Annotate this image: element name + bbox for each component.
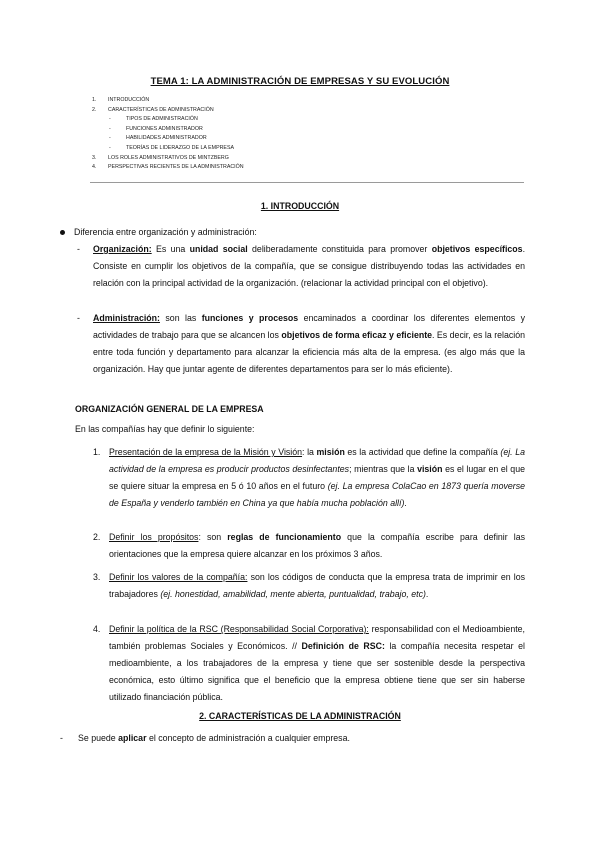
bold-text: objetivos de forma eficaz y eficiente (281, 330, 433, 340)
paragraph-aplicar (78, 730, 528, 747)
text: responsabilidad con el Medioambiente, también problemas Sociales y Económicos. // (109, 624, 525, 651)
toc-dash: - (109, 116, 111, 123)
text: Se puede (78, 733, 119, 743)
underlined-text: Definir los propósitos (109, 532, 199, 542)
intro-line: En las compañías hay que definir lo siguiente: (75, 424, 255, 434)
dash-marker: - (77, 313, 80, 323)
underlined-text: Presentación de la empresa de la Misión y Visión (109, 447, 303, 457)
toc-text: TEORÍAS DE LIDERAZGO DE LA EMPRESA (126, 144, 235, 151)
bold-text: Definición de RSC: (301, 641, 385, 651)
text: . Es decir, es la relación entre toda función y departamento para alcanzar la eficiencia más alta de la empresa. (es algo más que la organización. Hay que juntar agente de diferentes departamentos para ser lo más eficiente). (93, 330, 525, 374)
text: son las (159, 313, 202, 323)
toc-text: CARACTERÍSTICAS DE ADMINISTRACIÓN (108, 106, 214, 113)
underlined-text: Definir la política de la RSC (Responsabilidad Social Corporativa): (109, 624, 369, 634)
text: la compañía necesita respetar el medioambiente, a los trabajadores de la empresa y tiene que ser sostenible desde la perspectiva económica, esto último significa que el beneficio que la empresa obtiene tiene que ser sin haberse utilizado financiación pública. (109, 641, 525, 702)
text: encaminados a coordinar los diferentes elementos y actividades de trabajo para que se alcancen los (93, 313, 525, 340)
text: ; mientras que la (349, 464, 418, 474)
text: . Consiste en cumplir los objetivos de la compañía, que se consigue distribuyendo todas las actividades en relación con la principal actividad de la organización. (relacionar la actividad principal con el objetivo). (93, 244, 526, 288)
section-heading-caracteristicas: 2. CARACTERÍSTICAS DE LA ADMINISTRACIÓN (199, 711, 401, 721)
toc-dash: - (109, 125, 111, 132)
italic-text: (ej. La actividad de la empresa es producir productos desinfectantes (109, 447, 525, 474)
italic-text: (ej. La empresa ColaCao en 1873 quería moverse de España y venderlo también en China ya que había mucha población allí) (109, 481, 525, 508)
text: son los códigos de conducta que la empresa trata de imprimir en los trabajadores (109, 572, 525, 599)
toc-dash: - (109, 144, 111, 151)
section-heading-introduccion: 1. INTRODUCCIÓN (260, 201, 340, 211)
toc-text: HABILIDADES ADMINISTRADOR (126, 135, 207, 142)
underlined-text: Definir los valores de la compañía: (109, 572, 248, 582)
toc-number: 3. (92, 154, 97, 161)
term-administracion: Administración: (93, 313, 160, 323)
text: : son (198, 532, 228, 542)
toc-text: INTRODUCCIÓN (108, 97, 150, 103)
dash-marker: - (60, 733, 63, 743)
text: . (425, 589, 429, 599)
section-divider (90, 182, 524, 183)
list-item-mision-vision (109, 444, 525, 512)
toc-number: 1. (92, 97, 97, 103)
bullet-dot-icon (60, 230, 65, 235)
text: es la actividad que define la compañía (344, 447, 501, 457)
bold-text: aplicar (118, 733, 147, 743)
toc-text: FUNCIONES ADMINISTRADOR (126, 125, 203, 132)
toc-dash: - (109, 135, 111, 142)
text: : la (302, 447, 317, 457)
text: Es una (151, 244, 190, 254)
toc-text: TIPOS DE ADMINISTRACIÓN (126, 116, 198, 123)
bold-text: unidad social (189, 244, 248, 254)
text: que la compañía escribe para definir las orientaciones que la empresa quiere alcanzar en los próximos 3 años. (109, 532, 526, 559)
toc-text: PERSPECTIVAS RECIENTES DE LA ADMINISTRACIÓN (108, 164, 244, 171)
bold-text: reglas de funcionamiento (227, 532, 342, 542)
item-number: 4. (93, 624, 101, 634)
item-number: 1. (93, 447, 101, 457)
bullet-text: Diferencia entre organización y administración: (74, 227, 257, 237)
term-organizacion: Organización: (93, 244, 152, 254)
list-item-rsc (109, 621, 525, 706)
paragraph-organizacion (93, 241, 525, 292)
text: . (404, 498, 407, 508)
toc-number: 4. (92, 164, 97, 171)
bold-text: objetivos específicos (431, 244, 523, 254)
bold-text: visión (417, 464, 443, 474)
bold-text: misión (316, 447, 345, 457)
text: es el lugar en el que se quiere situar la empresa en 5 ó 10 años en el futuro (109, 464, 525, 491)
bold-text: funciones y procesos (201, 313, 299, 323)
paragraph-administracion (93, 310, 525, 378)
document-title: TEMA 1: LA ADMINISTRACIÓN DE EMPRESAS Y SU EVOLUCIÓN (150, 76, 450, 87)
item-number: 3. (93, 572, 101, 582)
heading-organizacion-general: ORGANIZACIÓN GENERAL DE LA EMPRESA (75, 404, 264, 414)
dash-marker: - (77, 244, 80, 254)
toc-text: LOS ROLES ADMINISTRATIVOS DE MINTZBERG (108, 154, 229, 161)
text: deliberadamente constituida para promover (247, 244, 432, 254)
text: el concepto de administración a cualquier empresa. (146, 733, 350, 743)
toc-number: 2. (92, 106, 97, 113)
italic-text: (ej. honestidad, amabilidad, mente abierta, puntualidad, trabajo, etc) (160, 589, 426, 599)
list-item-valores (109, 569, 525, 603)
item-number: 2. (93, 532, 101, 542)
list-item-propositos (109, 529, 525, 563)
